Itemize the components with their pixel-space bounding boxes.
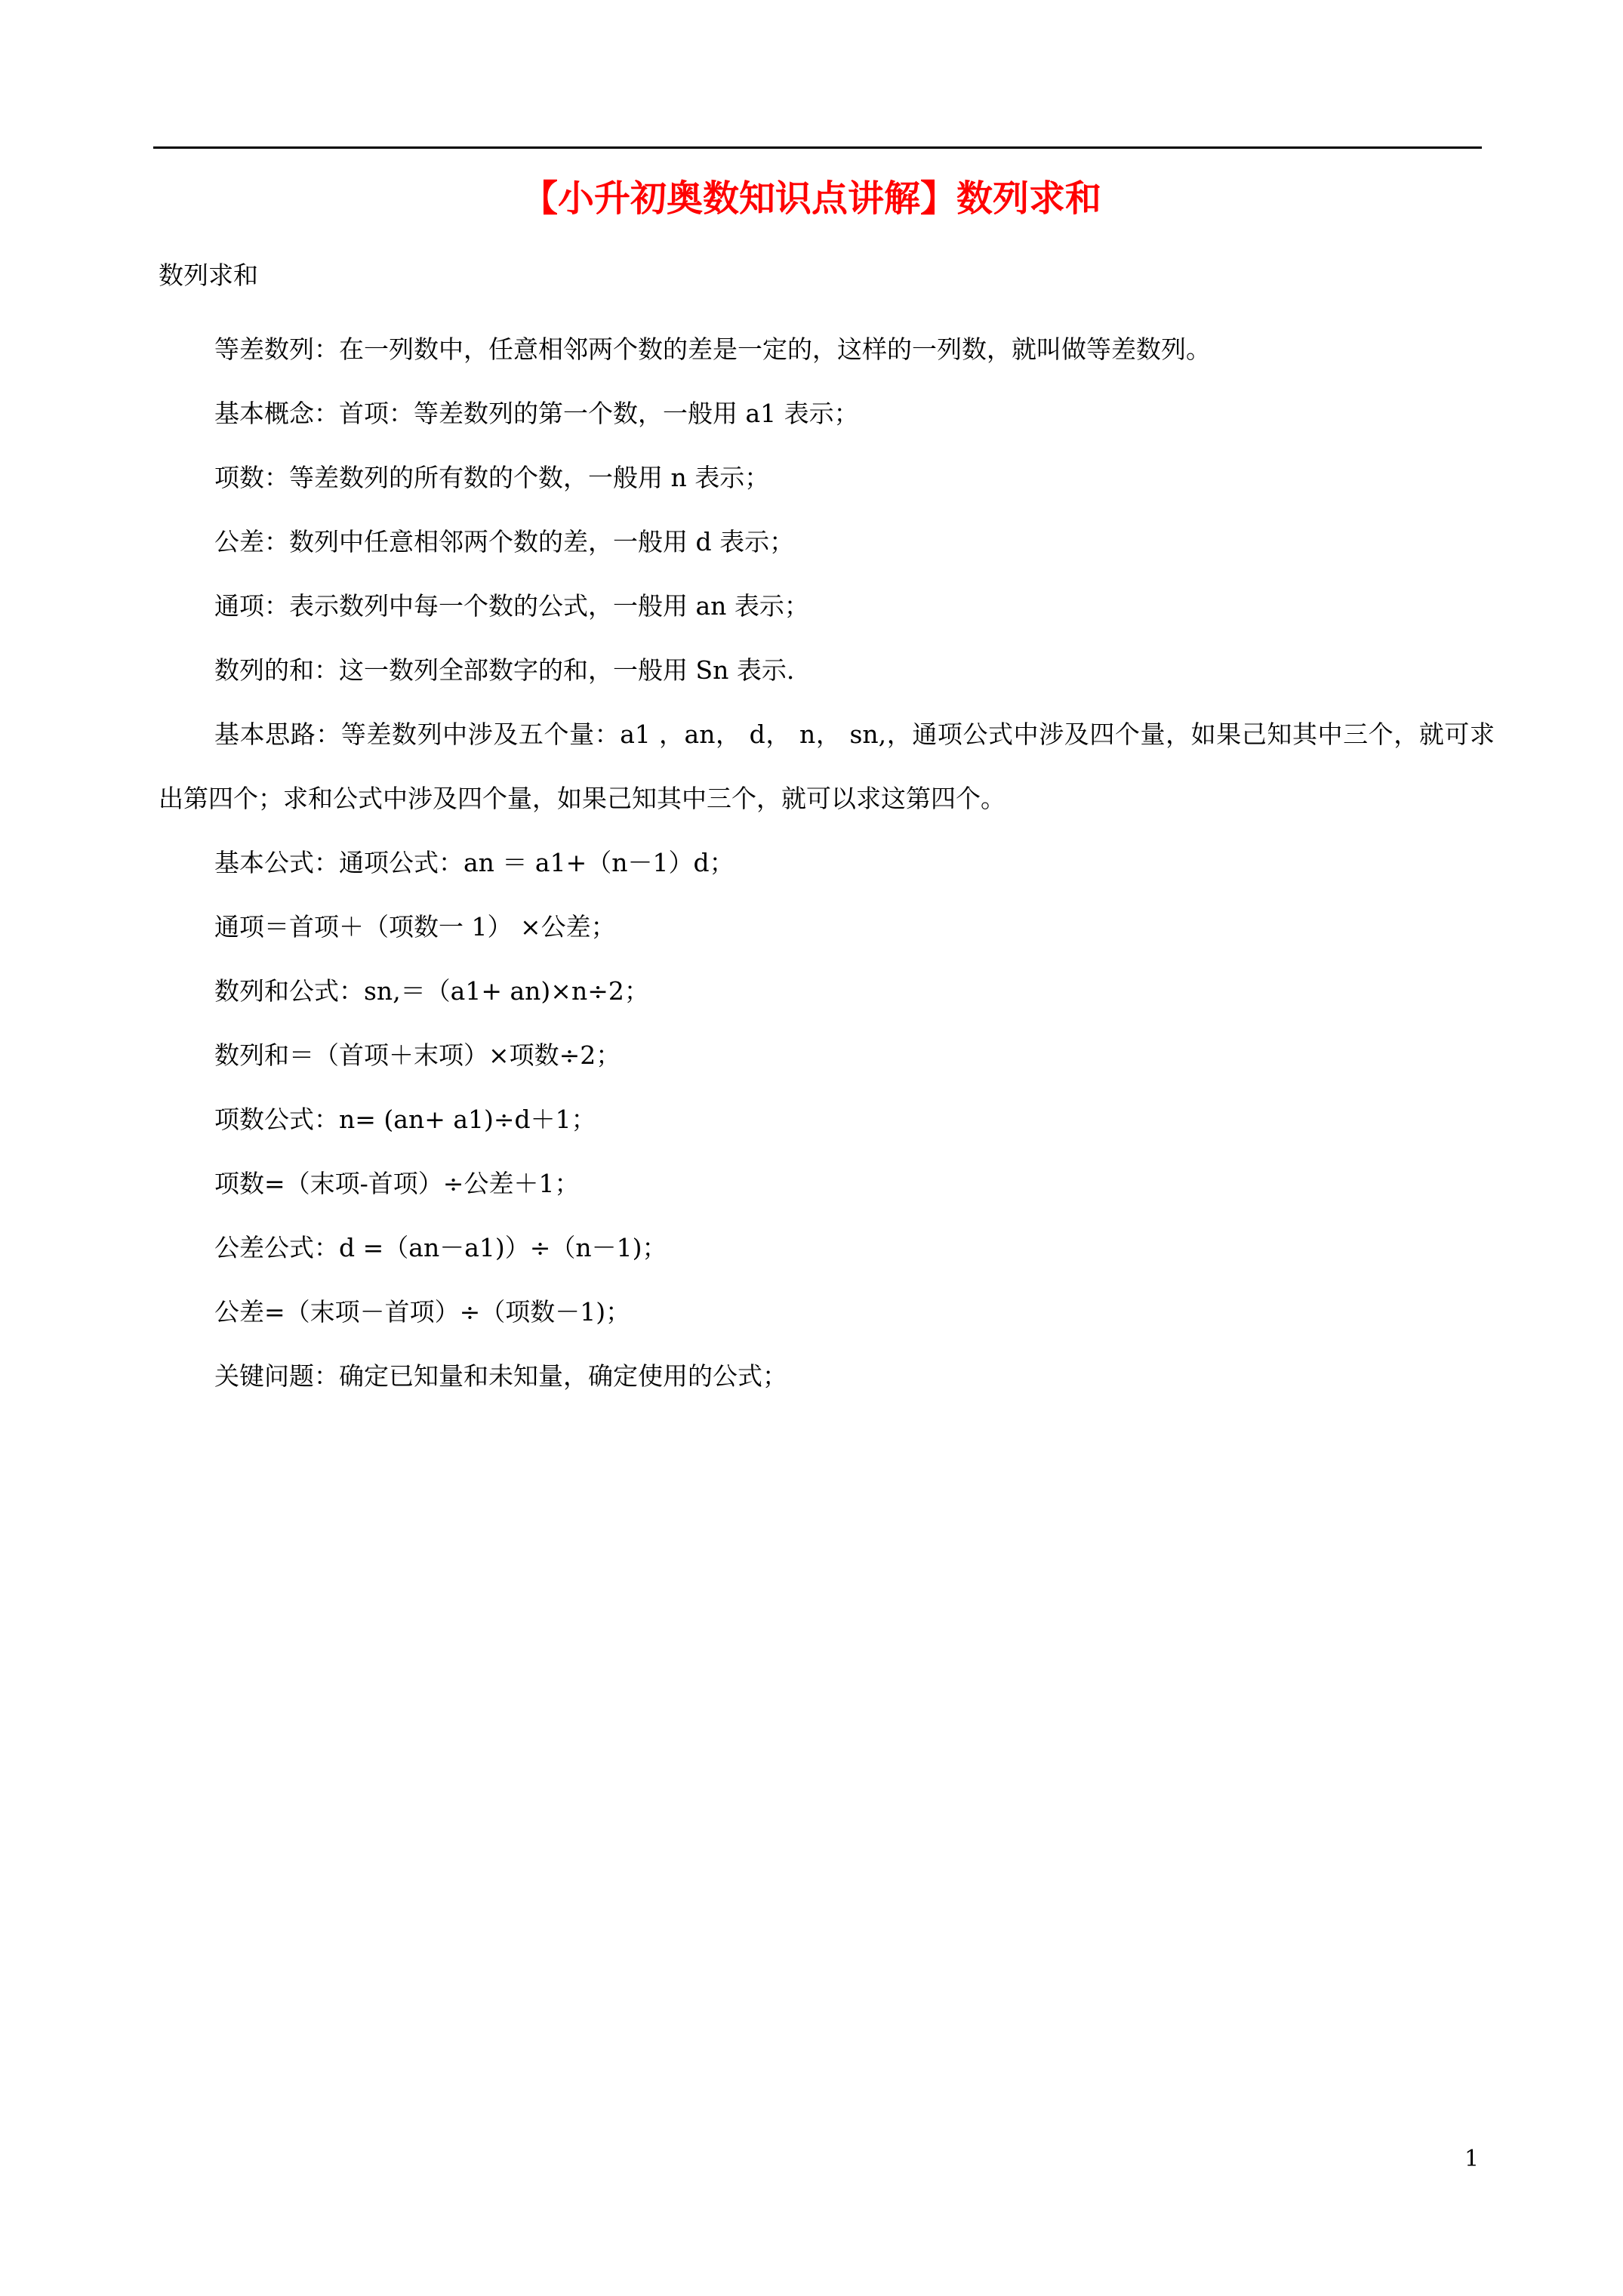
paragraph-sum-formula: 数列和公式：sn,＝（a1+ an)×n÷2；: [214, 976, 649, 1006]
header-rule: [153, 146, 1482, 149]
page-number: 1: [1464, 2146, 1480, 2172]
paragraph-general-term-formula: 基本公式：通项公式：an ＝ a1+（n－1）d；: [214, 848, 735, 877]
paragraph-first-term: 基本概念：首项：等差数列的第一个数，一般用 a1 表示；: [214, 399, 859, 428]
paragraph-term-count: 项数：等差数列的所有数的个数，一般用 n 表示；: [214, 463, 770, 492]
body-text: [159, 317, 1495, 1408]
paragraph-general-term-words: 通项＝首项＋（项数一 1） ×公差；: [214, 912, 616, 942]
document-title: 【小升初奥数知识点讲解】数列求和: [521, 177, 1101, 220]
section-heading: 数列求和: [159, 260, 258, 290]
paragraph-basic-approach: 基本思路：等差数列中涉及五个量：a1 ，an， d， n， sn,，通项公式中涉及四个量，如果己知其中三个，就可求出第四个；求和公式中涉及四个量，如果己知其中三个，就可以求这第四个。: [159, 720, 1495, 813]
paragraph-sum-words: 数列和＝（首项＋末项）×项数÷2；: [214, 1040, 621, 1070]
paragraph-definition: 等差数列：在一列数中，任意相邻两个数的差是一定的，这样的一列数，就叫做等差数列。: [214, 334, 1211, 364]
paragraph-term-count-formula: 项数公式：n= (an+ a1)÷d＋1；: [214, 1105, 596, 1134]
paragraph-sum: 数列的和：这一数列全部数字的和，一般用 Sn 表示.: [214, 655, 795, 685]
paragraph-key-question: 关键问题：确定已知量和未知量，确定使用的公式；: [214, 1361, 787, 1391]
paragraph-general-term: 通项：表示数列中每一个数的公式，一般用 an 表示；: [214, 591, 809, 621]
paragraph-difference-formula: 公差公式：d =（an－a1)）÷（n－1)；: [214, 1233, 667, 1262]
paragraph-term-count-words: 项数=（末项-首项）÷公差＋1；: [214, 1169, 580, 1198]
paragraph-difference-words: 公差=（末项－首项）÷（项数－1)；: [214, 1297, 631, 1327]
paragraph-common-difference: 公差：数列中任意相邻两个数的差，一般用 d 表示；: [214, 527, 795, 556]
